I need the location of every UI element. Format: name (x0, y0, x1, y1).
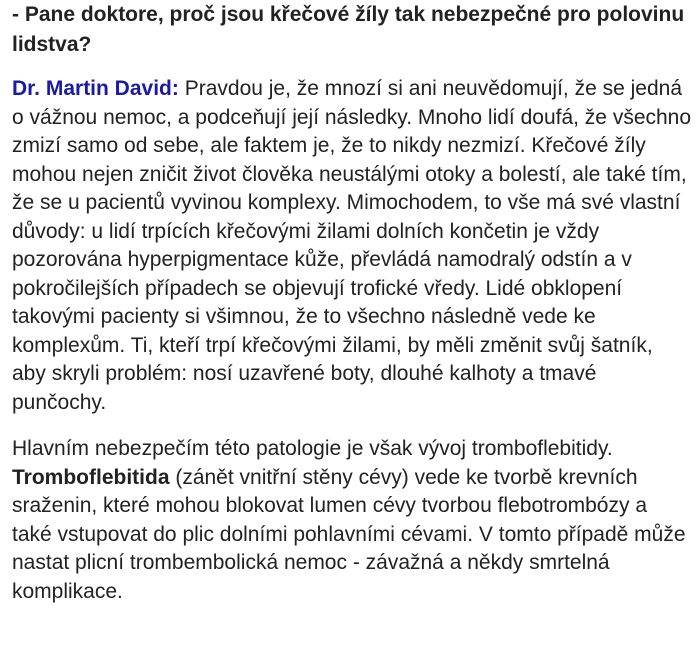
answer-text-2: (zánět vnitřní stěny cévy) vede ke tvorbě krevních sraženin, které mohou blokovat lumen cévy tvorbou flebotrombózy a také vstupovat do plic dolními pohlavními cévami. V tomto případě může nastat plicní trombembolická nemoc - závažná a někdy smrtelná komplikace. (12, 465, 686, 603)
answer-intro-sentence: Hlavním nebezpečím této patologie je však vývoj tromboflebitidy. (12, 437, 613, 460)
answer-paragraph-1 (12, 75, 692, 417)
interview-question: - Pane doktore, proč jsou křečové žíly tak nebezpečné pro polovinu lidstva? (12, 3, 685, 56)
answer-text-1: Pravdou je, že mnozí si ani neuvědomují, že se jedná o vážnou nemoc, a podceňují její následky. Mnoho lidí doufá, že všechno zmizí samo od sebe, ale faktem je, že to nikdy nezmizí. Křečové žíly mohou nejen zničit život člověka neustálými otoky a bolestí, ale také tím, že se u pacientů vyvinou komplexy. Mimochodem, to vše má své vlastní důvody: u lidí trpících křečovými žilami dolních končetin je vždy pozorována hyperpigmentace kůže, převládá namodralý odstín a v pokročilejších případech se objevují trofické vředy. Lidé obklopení takovými pacienty si všimnou, že to všechno následně vede ke komplexům. Ti, kteří trpí křečovými žilami, by měli změnit svůj šatník, aby skryli problém: nosí uzavřené boty, dlouhé kalhoty a tmavé punčochy. (12, 77, 692, 414)
answer-paragraph-2 (12, 435, 692, 606)
speaker-name: Dr. Martin David: (12, 77, 179, 100)
highlighted-term: Tromboflebitida (12, 465, 170, 489)
article (12, 0, 692, 606)
